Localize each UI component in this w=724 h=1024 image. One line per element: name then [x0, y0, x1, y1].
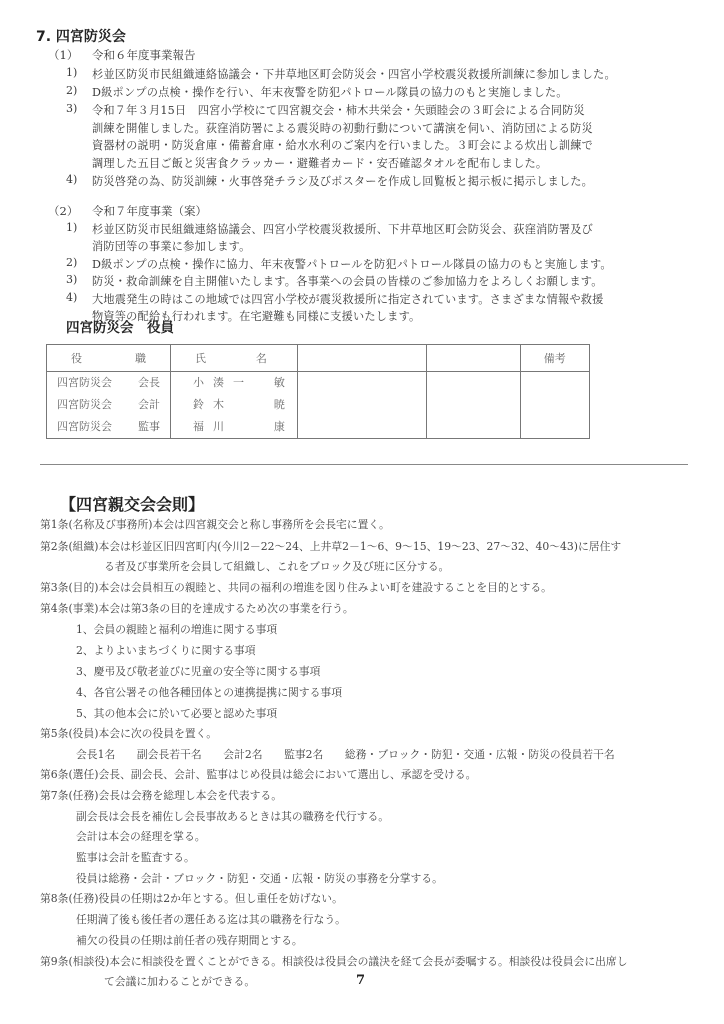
rule-line: 役員は総務・会計・ブロック・防犯・交通・広報・防災の事務を分掌する。: [76, 872, 443, 885]
names-cell: [171, 372, 298, 439]
rule-line: 監事は会計を監査する。: [76, 851, 195, 864]
rule-line: て会議に加わることができる。: [104, 975, 256, 988]
rule-line: 4、各官公署その他各種団体との連携提携に関する事項: [76, 686, 342, 699]
header-remarks: 備考: [520, 345, 589, 372]
item-text: 訓練を開催しました。荻窪消防署による震災時の初動行動について講演を伺い、消防団による防災: [92, 122, 593, 135]
item-text: 大地震発生の時はこの地域では四宮小学校が震災救援所に指定されています。さまざまな情報や救援: [92, 293, 604, 306]
officer-name: 福 川 康: [193, 420, 285, 433]
rule-article: 第1条(名称及び事務所)本会は四宮親交会と称し事務所を会長宅に置く。: [40, 518, 390, 531]
officers-table: [46, 344, 590, 439]
table-row: 四宮防災会 会長: [57, 376, 161, 389]
item-number: 2): [66, 84, 78, 97]
rule-line: 会計は本会の経理を掌る。: [76, 830, 206, 843]
item-number: 3): [66, 273, 78, 286]
rule-article: 第4条(事業)本会は第3条の目的を達成するため次の事業を行う。: [40, 602, 354, 615]
item-text: 資器材の説明・防災倉庫・備蓄倉庫・給水水利のご案内を行いました。３町会による炊出し訓練で: [92, 139, 594, 152]
empty-cell: [426, 372, 520, 439]
item-text: 防災啓発の為、防災訓練・火事啓発チラシ及びポスターを作成し回覧板と掲示板に掲示しました。: [92, 175, 594, 188]
header-col3: [297, 345, 426, 372]
item-text: 調理した五目ご飯と災害食クラッカー・避難者カード・安否確認タオルを配布しました。: [92, 157, 548, 170]
item-text: 物資等の配給も行われます。在宅避難も同様に支援いたします。: [92, 310, 421, 323]
item-number: 3): [66, 102, 78, 115]
item-number: 4): [66, 291, 78, 304]
part1-title: 令和６年度事業報告: [92, 48, 196, 62]
item-text: 杉並区防災市民組織連絡協議会・下井草地区町会防災会・四宮小学校震災救援所訓練に参加しました。: [92, 68, 616, 81]
section-title: 7. 四宮防災会: [36, 29, 126, 45]
page-number: 7: [356, 973, 366, 988]
item-text: 杉並区防災市民組織連絡協議会、四宮小学校震災救援所、下井草地区町会防災会、荻窪消防署及び: [92, 223, 594, 236]
officer-name: 鈴 木 暁: [193, 398, 285, 411]
table-row: 四宮防災会 会計: [57, 398, 161, 411]
rule-line: 3、慶弔及び敬老並びに児童の安全等に関する事項: [76, 665, 321, 678]
officer-name: 小 湊 一 敏: [193, 376, 285, 389]
part1-label: （1）: [48, 48, 79, 62]
remarks-cell: [520, 372, 589, 439]
empty-cell: [297, 372, 426, 439]
rule-article: 第6条(選任)会長、副会長、会計、監事はじめ役員は総会において選出し、承認を受ける。: [40, 768, 477, 781]
item-number: 1): [66, 66, 78, 79]
item-text: D級ポンプの点検・操作を行い、年末夜警を防犯パトロール隊員の協力のもと実施しました。: [92, 86, 568, 99]
rule-line: 5、其の他本会に於いて必要と認めた事項: [76, 707, 278, 720]
rule-line: 補欠の役員の任期は前任者の残存期間とする。: [76, 934, 303, 947]
rule-line: 1、会員の親睦と福利の増進に関する事項: [76, 623, 278, 636]
part2-title: 令和７年度事業（案）: [92, 204, 207, 218]
item-text: 消防団等の事業に参加します。: [92, 240, 251, 253]
rule-line: 副会長は会長を補佐し会長事故あるときは其の職務を代行する。: [76, 810, 390, 823]
header-col4: [426, 345, 520, 372]
rule-line: 会長1名 副会長若干名 会計2名 監事2名 総務・ブロック・防犯・交通・広報・防災の役員若干名: [76, 748, 615, 761]
part2-label: （2）: [48, 204, 79, 218]
officers-title: 四宮防災会 役員: [66, 320, 174, 336]
positions-cell: [47, 372, 171, 439]
rule-article: 第5条(役員)本会に次の役員を置く。: [40, 727, 218, 740]
rule-line: 任期満了後も後任者の選任ある迄は其の職務を行なう。: [76, 913, 346, 926]
section-divider: [40, 464, 688, 465]
item-text: D級ポンプの点検・操作に協力、年末夜警パトロールを防犯パトロール隊員の協力のもと実施します。: [92, 258, 612, 271]
item-text: 防災・救命訓練を自主開催いたします。各事業への会員の皆様のご参加協力をよろしくお願します。: [92, 275, 603, 288]
item-text: 令和７年３月15日 四宮小学校にて四宮親交会・柿木共栄会・矢頭睦会の３町会による合同防災: [92, 104, 585, 117]
table-header-row: [47, 345, 590, 372]
rule-article: 第3条(目的)本会は会員相互の親睦と、共同の福利の増進を図り住みよい町を建設することを目的とする。: [40, 581, 552, 594]
item-number: 2): [66, 256, 78, 269]
item-number: 4): [66, 173, 78, 186]
header-name: 氏 名: [171, 345, 298, 372]
rules-title: 【四宮親交会会則】: [60, 495, 205, 514]
rule-article: 第2条(組織)本会は杉並区旧四宮町内(今川2－22～24、上井草2－1～6、9～15、19～23、27～32、40～43)に居住す: [40, 540, 622, 553]
table-body-row: [47, 372, 590, 439]
rule-article: 第7条(任務)会長は会務を総理し本会を代表する。: [40, 789, 283, 802]
item-number: 1): [66, 221, 78, 234]
rule-article: 第8条(任務)役員の任期は2か年とする。但し重任を妨げない。: [40, 892, 343, 905]
header-position: 役 職: [47, 345, 171, 372]
rule-line: 2、よりよいまちづくりに関する事項: [76, 644, 256, 657]
table-row: 四宮防災会 監事: [57, 420, 161, 433]
rule-article: 第9条(相談役)本会に相談役を置くことができる。相談役は役員会の議決を経て会長が委嘱する。相談役は役員会に出席し: [40, 955, 628, 968]
rule-line: る者及び事業所を会員して組織し、これをブロック及び班に区分する。: [104, 560, 450, 573]
